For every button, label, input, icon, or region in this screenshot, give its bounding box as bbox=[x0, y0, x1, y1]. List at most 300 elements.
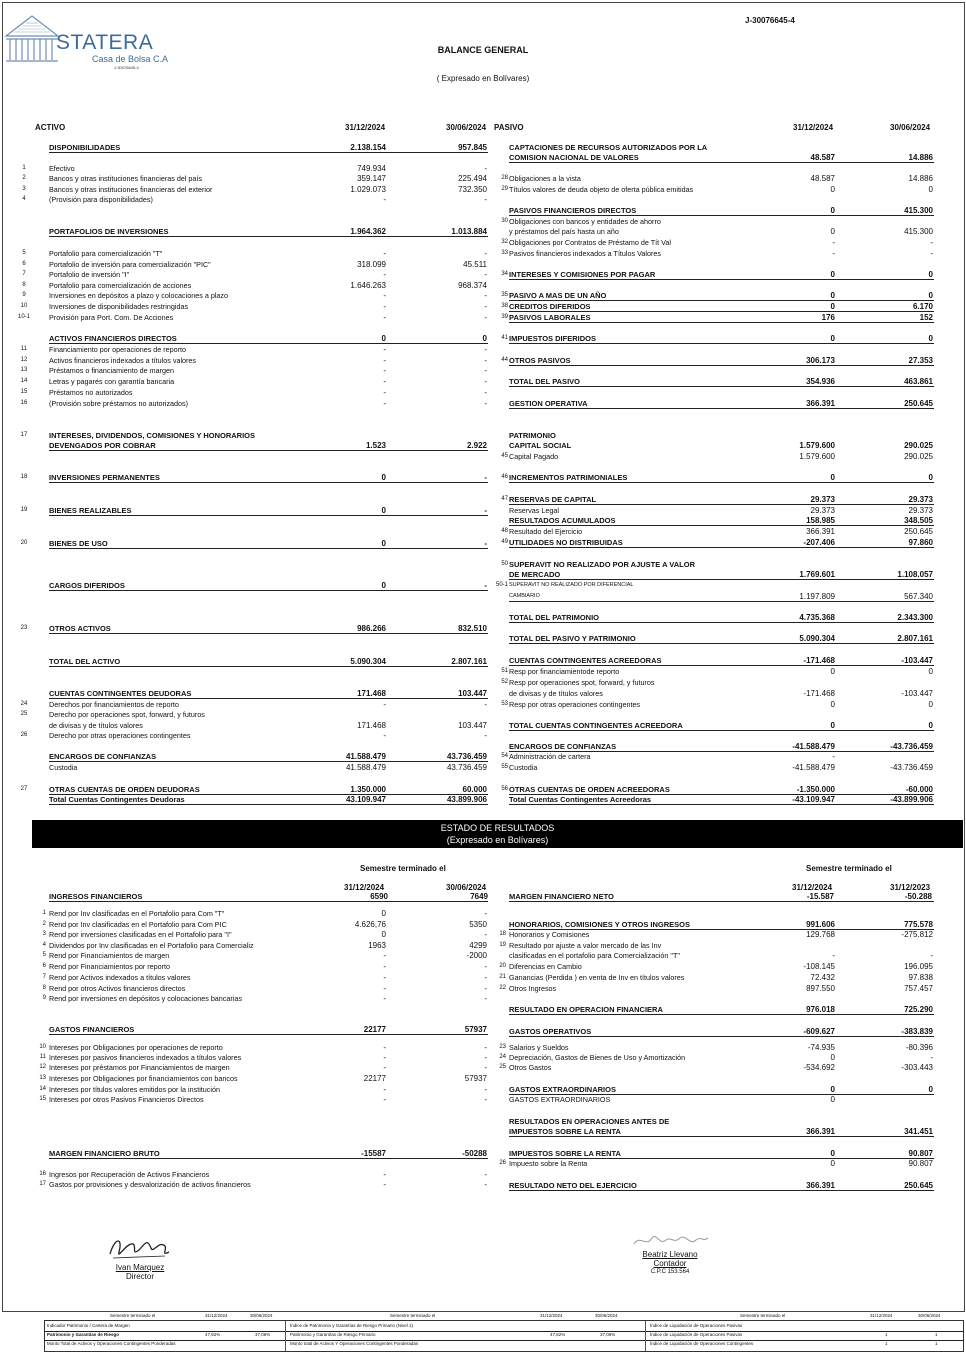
line-label: Rend por inversiones clasificadas en el Portafolio para "I" bbox=[49, 930, 232, 939]
value-period-2: 4299 bbox=[469, 941, 487, 950]
value-period-2: 290.025 bbox=[904, 441, 933, 450]
line-number: 14 bbox=[39, 1086, 46, 1092]
value-period-1: -171.468 bbox=[803, 689, 835, 698]
line-number: 6 bbox=[22, 261, 26, 267]
value-period-2: - bbox=[484, 1063, 487, 1072]
value-period-2: - bbox=[484, 700, 487, 709]
value-period-2: - bbox=[484, 345, 487, 354]
value-period-1: 0 bbox=[830, 302, 835, 311]
line-label: PATRIMONIO bbox=[509, 431, 556, 440]
underline-rule bbox=[49, 548, 488, 549]
indicator-cell: Indicador Patrimonio / Cartera de Margen bbox=[47, 1323, 130, 1328]
value-period-1: - bbox=[383, 700, 386, 709]
line-number: 54 bbox=[501, 753, 508, 759]
value-period-1: 41.588.479 bbox=[345, 763, 386, 772]
value-period-2: - bbox=[484, 366, 487, 375]
value-period-1: 43.109.947 bbox=[345, 795, 386, 804]
underline-rule bbox=[509, 311, 934, 312]
line-number: 45 bbox=[501, 453, 508, 459]
value-period-1: 171.468 bbox=[357, 721, 386, 730]
value-period-2: -43.899.906 bbox=[890, 795, 933, 804]
value-period-1: - bbox=[383, 249, 386, 258]
value-period-2: - bbox=[484, 539, 487, 548]
line-number: 26 bbox=[499, 1160, 506, 1166]
value-period-2: -50288 bbox=[462, 1149, 487, 1158]
line-number: 7 bbox=[22, 271, 26, 277]
line-number: 55 bbox=[501, 764, 508, 770]
line-number: 25 bbox=[499, 1064, 506, 1070]
value-period-2: 2.807.161 bbox=[451, 657, 487, 666]
footer-d1-1: 31/12/2024 bbox=[205, 1313, 228, 1318]
line-label: de divisas y de títulos valores bbox=[49, 721, 143, 730]
value-period-1: -207.406 bbox=[803, 538, 835, 547]
line-number: 18 bbox=[20, 474, 28, 480]
line-label: DEVENGADOS POR COBRAR bbox=[49, 441, 156, 450]
line-label: Rend por Activos indexados a títulos valores bbox=[49, 973, 191, 982]
line-label: Derecho por operaciones spot, forward, y futuros bbox=[49, 710, 205, 719]
value-period-2: - bbox=[484, 164, 487, 173]
value-period-1: - bbox=[383, 1170, 386, 1179]
line-number: 4 bbox=[42, 942, 46, 948]
line-label: GESTION OPERATIVA bbox=[509, 399, 588, 408]
value-period-1: 0 bbox=[830, 667, 835, 676]
line-label: Rend por Financiamientos por reporto bbox=[49, 962, 171, 971]
header-pasivo: PASIVO bbox=[494, 123, 524, 132]
indicator-cell: Índice de Liquidación de Operaciones Pasivas bbox=[650, 1323, 743, 1328]
value-period-2: - bbox=[484, 1095, 487, 1104]
line-label: CUENTAS CONTINGENTES DEUDORAS bbox=[49, 689, 192, 698]
line-label: SUPERAVIT NO REALIZADO POR AJUSTE A VALOR bbox=[509, 560, 695, 569]
header-left-date2: 30/06/2024 bbox=[446, 123, 487, 132]
underline-rule bbox=[509, 386, 934, 387]
value-period-2: - bbox=[484, 909, 487, 918]
line-label: GASTOS FINANCIEROS bbox=[49, 1025, 135, 1034]
line-number: 8 bbox=[22, 282, 26, 288]
underline-rule bbox=[49, 343, 488, 344]
value-period-1: 318.099 bbox=[357, 260, 386, 269]
underline-rule bbox=[509, 1190, 934, 1191]
value-period-2: 196.095 bbox=[904, 962, 933, 971]
value-period-1: 1.350.000 bbox=[350, 785, 386, 794]
value-period-2: - bbox=[484, 1180, 487, 1189]
underline-rule bbox=[509, 804, 934, 805]
line-number: 28 bbox=[501, 175, 508, 181]
indicator-cell: Monto total de Activos Y Operaciones Contingentes Ponderadas bbox=[290, 1341, 419, 1346]
line-label: Rend por Inv clasificadas en el Portafolio para Com PIC bbox=[49, 920, 227, 929]
footer-d2-3: 30/06/2024 bbox=[918, 1313, 941, 1318]
line-label: Portafolio de inversión para comercialización "PIC" bbox=[49, 260, 211, 269]
value-period-2: 0 bbox=[928, 291, 933, 300]
value-period-1: 0 bbox=[830, 1149, 835, 1158]
value-period-1: 0 bbox=[830, 270, 835, 279]
value-period-1: - bbox=[383, 399, 386, 408]
line-label: Bancos y otras instituciones financieras del exterior bbox=[49, 185, 213, 194]
value-period-1: 897.550 bbox=[806, 984, 835, 993]
value-period-2: 14.886 bbox=[908, 153, 933, 162]
line-label: OTRAS CUENTAS DE ORDEN ACREEDORAS bbox=[509, 785, 670, 794]
line-label: INCREMENTOS PATRIMONIALES bbox=[509, 473, 628, 482]
value-period-2: 43.736.459 bbox=[446, 763, 487, 772]
value-period-1: - bbox=[383, 1180, 386, 1189]
line-label: TOTAL DEL ACTIVO bbox=[49, 657, 121, 666]
indicator-cell: Índice de Liquidación de Operaciones Contingentes bbox=[650, 1341, 754, 1346]
value-period-1: -43.109.947 bbox=[792, 795, 835, 804]
line-label: Intereses por Obligaciones por financiamientos con bancos bbox=[49, 1074, 238, 1083]
line-number: 13 bbox=[20, 367, 28, 373]
line-label: Títulos valores de deuda objeto de oferta pública emitidas bbox=[509, 185, 694, 194]
header-activo: ACTIVO bbox=[35, 123, 66, 132]
value-period-1: 0 bbox=[381, 581, 386, 590]
er-left-sum1: 6590 bbox=[370, 892, 388, 901]
line-label: Capital Pagado bbox=[509, 452, 559, 461]
line-label: ENCARGOS DE CONFIANZAS bbox=[49, 752, 157, 761]
line-label: Obligaciones por Contratos de Préstamo de Tít Val bbox=[509, 238, 671, 247]
value-period-1: 1963 bbox=[368, 941, 386, 950]
value-period-1: 48.587 bbox=[810, 174, 835, 183]
value-period-1: 29.373 bbox=[810, 495, 835, 504]
value-period-1: - bbox=[383, 270, 386, 279]
director-role: Director bbox=[125, 1272, 154, 1281]
underline-rule bbox=[49, 698, 488, 699]
value-period-2: -103.447 bbox=[901, 656, 933, 665]
value-period-2: 0 bbox=[928, 185, 933, 194]
value-period-1: 0 bbox=[830, 1053, 835, 1062]
value-period-1: 0 bbox=[830, 1095, 835, 1104]
value-period-1: 4.735.368 bbox=[799, 613, 835, 622]
value-period-1: - bbox=[383, 1063, 386, 1072]
underline-rule bbox=[509, 643, 934, 644]
line-label: OTRAS CUENTAS DE ORDEN DEUDORAS bbox=[49, 785, 200, 794]
value-period-1: -534.692 bbox=[803, 1063, 835, 1072]
indicator-cell: Índice de Liquidación de Operaciones Pasivas bbox=[650, 1332, 743, 1337]
line-label: TOTAL DEL PATRIMONIO bbox=[509, 613, 599, 622]
value-period-2: 341.451 bbox=[904, 1127, 933, 1136]
line-number: 10-1 bbox=[17, 314, 30, 320]
line-label: Activos financieros indexados a títulos valores bbox=[49, 356, 197, 365]
value-period-1: -41.588.479 bbox=[792, 742, 835, 751]
line-label: DE MERCADO bbox=[509, 570, 561, 579]
underline-rule bbox=[509, 408, 934, 409]
line-label: Total Cuentas Contingentes Deudoras bbox=[49, 795, 185, 804]
underline-rule bbox=[49, 666, 488, 667]
underline-rule bbox=[49, 1034, 488, 1035]
value-period-1: 1.646.263 bbox=[350, 281, 386, 290]
er-right-sum1: -15.587 bbox=[806, 892, 834, 901]
line-number: 22 bbox=[499, 985, 506, 991]
value-period-2: - bbox=[930, 951, 933, 960]
income-statement-header bbox=[32, 820, 963, 848]
line-label: Provisión para Port. Com. De Acciones bbox=[49, 313, 174, 322]
value-period-2: 29.373 bbox=[908, 495, 933, 504]
value-period-1: 0 bbox=[830, 700, 835, 709]
value-period-2: 0 bbox=[928, 721, 933, 730]
value-period-2: 463.861 bbox=[904, 377, 933, 386]
value-period-2: 2.922 bbox=[466, 441, 487, 450]
logo-rif: J-30076645-4 bbox=[114, 65, 139, 70]
value-period-1: -108.145 bbox=[803, 962, 835, 971]
line-label: RESULTADO NETO DEL EJERCICIO bbox=[509, 1181, 637, 1190]
income-statement-subtitle: (Expresado en Bolívares) bbox=[446, 835, 549, 845]
line-number: 21 bbox=[499, 974, 506, 980]
value-period-1: - bbox=[383, 195, 386, 204]
line-number: 9 bbox=[22, 292, 26, 298]
value-period-1: - bbox=[832, 951, 835, 960]
line-label: INTERESES, DIVIDENDOS, COMISIONES Y HONORARIOS bbox=[49, 431, 256, 440]
line-number: 25 bbox=[20, 711, 28, 717]
value-period-1: - bbox=[383, 731, 386, 740]
line-label: Otros Gastos bbox=[509, 1063, 552, 1072]
value-period-2: - bbox=[484, 249, 487, 258]
value-period-2: 1.013.884 bbox=[451, 227, 487, 236]
footer-sem-1: Semestre terminado el bbox=[110, 1313, 156, 1318]
underline-rule bbox=[509, 547, 934, 548]
footer-d2-1: 30/06/2024 bbox=[250, 1313, 273, 1318]
line-label: PORTAFOLIOS DE INVERSIONES bbox=[49, 227, 169, 236]
underline-rule bbox=[509, 525, 934, 526]
line-label: Depreciación, Gastos de Bienes de Uso y Amortización bbox=[509, 1053, 686, 1062]
value-period-2: 90.807 bbox=[908, 1159, 933, 1168]
line-label: Diferencias en Cambio bbox=[509, 962, 582, 971]
value-period-1: - bbox=[383, 1053, 386, 1062]
value-period-1: 0 bbox=[381, 909, 386, 918]
line-label: Intereses por préstamos por Financiamientos de margen bbox=[49, 1063, 230, 1072]
er-right-date2: 31/12/2023 bbox=[890, 883, 931, 892]
value-period-2: 90.807 bbox=[908, 1149, 933, 1158]
line-number: 48 bbox=[501, 528, 508, 534]
value-period-2: 152 bbox=[919, 313, 933, 322]
value-period-2: - bbox=[484, 1085, 487, 1094]
value-period-2: 0 bbox=[928, 1085, 933, 1094]
line-label: Ingresos por Recuperación de Activos Financieros bbox=[49, 1170, 210, 1179]
footer-rule bbox=[45, 1331, 963, 1332]
indicator-cell: Monto Total de Activos y Operaciones Contingentes Ponderadas bbox=[47, 1341, 176, 1346]
value-period-2: - bbox=[484, 973, 487, 982]
indicator-cell: 1 bbox=[935, 1341, 938, 1346]
value-period-1: 48.587 bbox=[810, 153, 835, 162]
value-period-1: - bbox=[383, 973, 386, 982]
indicator-cell: Índice de Patrimonio y Garantías de Riesgo Primario (Nivel 1) bbox=[290, 1323, 414, 1328]
line-number: 18 bbox=[499, 931, 506, 937]
value-period-1: 1.579.600 bbox=[799, 441, 835, 450]
line-label: BIENES REALIZABLES bbox=[49, 506, 132, 515]
line-label: CREDITOS DIFERIDOS bbox=[509, 302, 591, 311]
value-period-2: 415.300 bbox=[904, 227, 933, 236]
line-label: RESULTADOS EN OPERACIONES ANTES DE bbox=[509, 1117, 670, 1126]
line-number: 3 bbox=[42, 931, 46, 937]
value-period-2: - bbox=[484, 731, 487, 740]
value-period-2: -303.443 bbox=[901, 1063, 933, 1072]
header-right-date1: 31/12/2024 bbox=[793, 123, 834, 132]
value-period-1: - bbox=[383, 366, 386, 375]
value-period-2: 0 bbox=[928, 667, 933, 676]
line-label: Inversiones en depósitos a plazo y colocaciones a plazo bbox=[49, 291, 228, 300]
line-label: Ganancias (Perdida ) en venta de Inv en títulos valores bbox=[509, 973, 685, 982]
underline-rule bbox=[49, 901, 488, 902]
page-title: BALANCE GENERAL bbox=[437, 45, 529, 55]
value-period-1: 0 bbox=[830, 291, 835, 300]
underline-rule bbox=[49, 450, 488, 451]
line-number: 41 bbox=[501, 335, 508, 341]
line-number: 46 bbox=[501, 474, 508, 480]
rif-number: J-30076645-4 bbox=[745, 16, 795, 25]
indicator-cell: Patrimonio y Garantías de Riesgo bbox=[47, 1332, 120, 1337]
line-number: 4 bbox=[22, 196, 26, 202]
value-period-2: -80.396 bbox=[905, 1043, 933, 1052]
line-number: 47 bbox=[501, 496, 508, 502]
line-number: 20 bbox=[20, 540, 28, 546]
line-label: Rend por inversiones en depósitos y colocaciones bancarias bbox=[49, 994, 242, 1003]
line-number: 44 bbox=[501, 357, 508, 363]
line-number: 16 bbox=[20, 400, 28, 406]
underline-rule bbox=[509, 482, 934, 483]
value-period-1: 0 bbox=[830, 1159, 835, 1168]
line-label: ENCARGOS DE CONFIANZAS bbox=[509, 742, 617, 751]
line-number: 17 bbox=[20, 432, 28, 438]
line-number: 8 bbox=[42, 985, 46, 991]
line-label: Otros Ingresos bbox=[509, 984, 557, 993]
value-period-1: - bbox=[383, 1043, 386, 1052]
value-period-2: 290.025 bbox=[904, 452, 933, 461]
value-period-2: -43.736.459 bbox=[890, 763, 933, 772]
line-label: IMPUESTOS SOBRE LA RENTA bbox=[509, 1127, 621, 1136]
value-period-1: 306.173 bbox=[806, 356, 835, 365]
underline-rule bbox=[509, 579, 934, 580]
value-period-2: 0 bbox=[928, 270, 933, 279]
value-period-1: -15587 bbox=[361, 1149, 386, 1158]
line-number: 19 bbox=[499, 942, 506, 948]
value-period-2: 2.807.161 bbox=[897, 634, 933, 643]
value-period-1: - bbox=[383, 1085, 386, 1094]
value-period-1: 991.606 bbox=[806, 920, 835, 929]
value-period-1: 1.769.601 bbox=[799, 570, 835, 579]
value-period-2: - bbox=[484, 1043, 487, 1052]
line-label: GASTOS OPERATIVOS bbox=[509, 1027, 592, 1036]
line-label: MARGEN FINANCIERO NETO bbox=[509, 892, 614, 901]
line-label: Rend por Inv clasificadas en el Portafolio para Com "T" bbox=[49, 909, 225, 918]
value-period-1: 1.197.809 bbox=[799, 592, 835, 601]
value-period-2: 2.343.300 bbox=[897, 613, 933, 622]
line-label: DISPONIBILIDADES bbox=[49, 143, 121, 152]
contador-name: Beatriz Llevano bbox=[642, 1250, 698, 1259]
line-number: 20 bbox=[499, 963, 506, 969]
underline-rule bbox=[49, 236, 488, 237]
value-period-2: 225.494 bbox=[458, 174, 487, 183]
value-period-1: - bbox=[383, 356, 386, 365]
line-label: ACTIVOS FINANCIEROS DIRECTOS bbox=[49, 334, 177, 343]
value-period-1: 366.391 bbox=[806, 527, 835, 536]
value-period-2: 0 bbox=[482, 334, 487, 343]
logo-name: STATERA bbox=[56, 31, 154, 54]
value-period-2: 14.886 bbox=[908, 174, 933, 183]
value-period-2: - bbox=[484, 195, 487, 204]
line-label: HONORARIOS, COMISIONES Y OTROS INGRESOS bbox=[509, 920, 690, 929]
indicator-cell: 1 bbox=[885, 1341, 888, 1346]
line-label: CUENTAS CONTINGENTES ACREEDORAS bbox=[509, 656, 662, 665]
line-label: Resp por financiamientode reporto bbox=[509, 667, 620, 676]
line-label: INVERSIONES PERMANENTES bbox=[49, 473, 160, 482]
value-period-1: 0 bbox=[830, 227, 835, 236]
value-period-1: 359.147 bbox=[357, 174, 386, 183]
signature-scribble-icon bbox=[105, 1232, 175, 1262]
line-label: GASTOS EXTRAORDINARIOS bbox=[509, 1095, 611, 1104]
value-period-1: 72.432 bbox=[810, 973, 835, 982]
line-label: Resp por operaciones spot, forward, y futuros bbox=[509, 678, 655, 687]
line-number: 19 bbox=[20, 507, 28, 513]
line-label: PASIVOS LABORALES bbox=[509, 313, 591, 322]
line-number: 15 bbox=[20, 389, 28, 395]
value-period-2: 415.300 bbox=[904, 206, 933, 215]
line-number: 24 bbox=[499, 1054, 506, 1060]
underline-rule bbox=[49, 804, 488, 805]
er-left-date2: 30/06/2024 bbox=[446, 883, 487, 892]
line-label: PASIVO A MAS DE UN AÑO bbox=[509, 291, 607, 300]
value-period-1: 976.018 bbox=[806, 1005, 835, 1014]
value-period-2: 968.374 bbox=[458, 281, 487, 290]
value-period-1: 0 bbox=[381, 539, 386, 548]
underline-rule bbox=[509, 365, 934, 366]
value-period-2: 0 bbox=[928, 700, 933, 709]
value-period-1: 0 bbox=[830, 185, 835, 194]
line-number: 16 bbox=[39, 1171, 46, 1177]
value-period-1: 749.934 bbox=[357, 164, 386, 173]
line-label: RESERVAS DE CAPITAL bbox=[509, 495, 597, 504]
line-label: TOTAL DEL PASIVO bbox=[509, 377, 580, 386]
line-label: Resp por otras operaciones contingentes bbox=[509, 700, 641, 709]
underline-rule bbox=[509, 1136, 934, 1137]
value-period-2: 103.447 bbox=[458, 689, 487, 698]
underline-rule bbox=[509, 322, 934, 323]
line-label: Resultado por ajuste a valor mercado de las Inv bbox=[509, 941, 662, 950]
value-period-2: -60.000 bbox=[905, 785, 933, 794]
value-period-2: 832.510 bbox=[458, 624, 487, 633]
footer-d1-2: 31/12/2024 bbox=[540, 1313, 563, 1318]
line-number: 1 bbox=[22, 165, 26, 171]
value-period-1: 0 bbox=[830, 1085, 835, 1094]
value-period-1: 366.391 bbox=[806, 399, 835, 408]
underline-rule bbox=[49, 633, 488, 634]
value-period-2: 60.000 bbox=[462, 785, 487, 794]
line-label: Total Cuentas Contingentes Acreedoras bbox=[509, 795, 652, 804]
value-period-2: 29.373 bbox=[908, 506, 933, 515]
value-period-2: 1.108.057 bbox=[897, 570, 933, 579]
value-period-2: -383.839 bbox=[901, 1027, 933, 1036]
line-label: Custodia bbox=[509, 763, 538, 772]
line-label: y préstamos del país hasta un año bbox=[509, 227, 619, 236]
line-number: 29 bbox=[501, 186, 508, 192]
line-label: Efectivo bbox=[49, 164, 75, 173]
value-period-1: - bbox=[383, 313, 386, 322]
statera-logo bbox=[4, 6, 169, 72]
value-period-1: 0 bbox=[830, 473, 835, 482]
value-period-2: - bbox=[484, 356, 487, 365]
line-label: SUPERAVIT NO REALIZADO POR DIFERENCIAL bbox=[509, 582, 634, 588]
contador-cpc: C.P.C 153.564 bbox=[650, 1269, 690, 1275]
underline-rule bbox=[49, 590, 488, 591]
value-period-1: 41.588.479 bbox=[345, 752, 386, 761]
line-number: 56 bbox=[501, 786, 508, 792]
value-period-1: 366.391 bbox=[806, 1181, 835, 1190]
value-period-2: 27.353 bbox=[908, 356, 933, 365]
line-number: 9 bbox=[42, 995, 46, 1001]
indicators-table bbox=[44, 1320, 964, 1352]
line-label: Portafolio para comercialización de acciones bbox=[49, 281, 192, 290]
footer-d2-2: 30/06/2024 bbox=[595, 1313, 618, 1318]
line-label: Intereses por Obligaciones por operaciones de reporto bbox=[49, 1043, 223, 1052]
line-number: 3 bbox=[22, 186, 26, 192]
underline-rule bbox=[509, 665, 934, 666]
footer-sem-2: Semestre terminado el bbox=[390, 1313, 436, 1318]
line-number: 52 bbox=[501, 679, 508, 685]
